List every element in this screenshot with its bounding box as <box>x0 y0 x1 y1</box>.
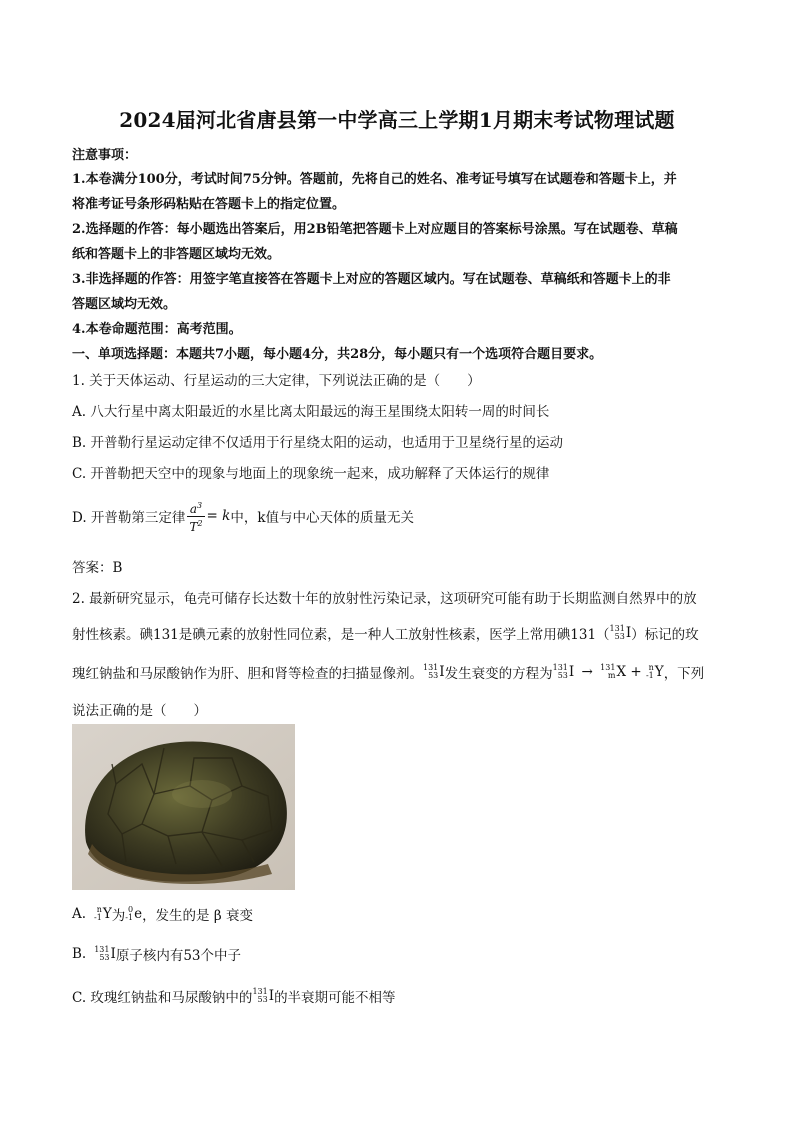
mass-number: n <box>96 905 102 915</box>
atomic-number: -1 <box>645 671 654 681</box>
element-symbol: Y <box>654 663 664 680</box>
element-symbol: I <box>625 624 632 641</box>
q2-option-a-label: A. <box>72 906 87 922</box>
q2-option-b <box>72 944 724 964</box>
element-symbol: I <box>568 663 575 680</box>
turtle-shell-photo <box>72 724 295 890</box>
kepler-fraction <box>187 499 204 534</box>
notice-item-1-cont: 将准考证号条形码粘贴在答题卡上的指定位置。 <box>72 197 346 212</box>
q2-option-c-tail: 的半衰期可能不相等 <box>274 990 396 1006</box>
element-symbol: I <box>110 945 116 962</box>
q2-line-2-text: 射性核素。碘131是碘元素的放射性同位素，是一种人工放射性核素，医学上常用碘131（ <box>72 627 610 643</box>
iodine-131-symbol <box>423 664 445 681</box>
denominator-exponent: 2 <box>197 518 203 528</box>
atomic-number: -1 <box>94 913 102 923</box>
page-title: 2024届河北省唐县第一中学高三上学期1月期末考试物理试题 <box>119 108 675 132</box>
mass-number: 131 <box>94 945 110 955</box>
q2-option-c-text: C. 玫瑰红钠盐和马尿酸钠中的 <box>72 990 253 1006</box>
notice-item-1: 1.本卷满分100分，考试时间75分钟。答题前，先将自己的姓名、准考证号填写在试题卷和答题卡上，并 <box>72 172 677 187</box>
notice-item-2: 2.选择题的作答：每小题选出答案后，用2B铅笔把答题卡上对应题目的答案标号涂黑。写在试题卷、草稿 <box>72 222 678 237</box>
atomic-number: 53 <box>99 953 110 963</box>
q2-line-1: 2. 最新研究显示，龟壳可储存长达数十年的放射性污染记录，这项研究可能有助于长期监测自然界中的放 <box>72 591 697 607</box>
q2-option-a-tail: ，发生的是 β 衰变 <box>142 908 253 924</box>
q1-option-d-tail: 中，k值与中心天体的质量无关 <box>230 510 415 526</box>
q2-option-c <box>72 986 724 1006</box>
atomic-number: m <box>607 671 616 681</box>
plus-sign: + <box>630 663 642 680</box>
notice-item-2-cont: 纸和答题卡上的非答题区域均无效。 <box>72 247 281 262</box>
q2-line-3-text: 瑰红钠盐和马尿酸钠作为肝、胆和肾等检查的扫描显像剂。 <box>72 666 423 682</box>
mass-number: 131 <box>252 987 268 997</box>
notice-item-3: 3.非选择题的作答：用签字笔直接答在答题卡上对应的答题区域内。写在试题卷、草稿纸和答题卡上的非 <box>72 272 671 287</box>
q1-option-d <box>72 496 724 536</box>
notice-item-4: 4.本卷命题范围：高考范围。 <box>72 322 242 337</box>
element-symbol: I <box>268 987 275 1004</box>
numerator-exponent: 3 <box>197 500 203 510</box>
iodine-131-symbol <box>252 988 274 1005</box>
element-symbol: I <box>439 663 445 680</box>
mass-number: 131 <box>552 663 568 673</box>
arrow-icon: → <box>581 663 593 680</box>
q2-line-3-mid: 发生衰变的方程为 <box>444 666 553 682</box>
particle-y-symbol <box>94 906 112 923</box>
kepler-equals-k: = k <box>206 508 231 524</box>
atomic-number: 53 <box>614 632 625 642</box>
notice-heading: 注意事项： <box>72 148 138 163</box>
section-heading: 一、单项选择题：本题共7小题，每小题4分，共28分，每小题只有一个选项符合题目要求。 <box>72 347 603 362</box>
q2-line-4: 说法正确的是（ ） <box>72 703 207 719</box>
atomic-number: 53 <box>257 995 268 1005</box>
fraction-numerator: a <box>189 501 198 516</box>
q2-option-b-tail: 原子核内有53个中子 <box>115 948 242 964</box>
q2-line-3 <box>72 662 724 682</box>
iodine-131-symbol <box>94 946 116 963</box>
q2-option-b-label: B. <box>72 946 87 962</box>
atomic-number: 53 <box>428 671 439 681</box>
mass-number: n <box>648 663 654 673</box>
element-symbol: e <box>134 905 143 922</box>
q1-stem: 1. 关于天体运动、行星运动的三大定律，下列说法正确的是（ ） <box>72 373 481 389</box>
q2-option-a <box>72 904 724 924</box>
atomic-number: -1 <box>125 913 134 923</box>
notice-item-3-cont: 答题区域均无效。 <box>72 297 177 312</box>
q2-option-a-mid: 为 <box>111 908 126 924</box>
q2-line-2-tail: ）标记的玫 <box>631 627 699 643</box>
q1-option-c: C. 开普勒把天空中的现象与地面上的现象统一起来，成功解释了天体运行的规律 <box>72 466 550 482</box>
mass-number: 131 <box>600 663 616 673</box>
mass-number: 131 <box>423 663 439 673</box>
atomic-number: 53 <box>557 671 568 681</box>
q1-option-d-text: D. 开普勒第三定律 <box>72 510 186 526</box>
electron-symbol <box>125 906 142 923</box>
mass-number: 0 <box>127 905 134 915</box>
mass-number: 131 <box>609 624 625 634</box>
element-symbol: X <box>616 663 627 680</box>
decay-equation <box>553 664 664 681</box>
fraction-denominator: T <box>189 519 198 534</box>
q1-option-b: B. 开普勒行星运动定律不仅适用于行星绕太阳的运动，也适用于卫星绕行星的运动 <box>72 435 564 451</box>
q1-answer: 答案：B <box>72 560 123 576</box>
q1-option-a: A. 八大行星中离太阳最近的水星比离太阳最远的海王星围绕太阳转一周的时间长 <box>72 404 550 420</box>
iodine-131-symbol <box>610 625 632 642</box>
element-symbol: Y <box>102 905 112 922</box>
q2-line-3-tail: ，下列 <box>663 666 705 682</box>
q2-line-2 <box>72 623 724 643</box>
